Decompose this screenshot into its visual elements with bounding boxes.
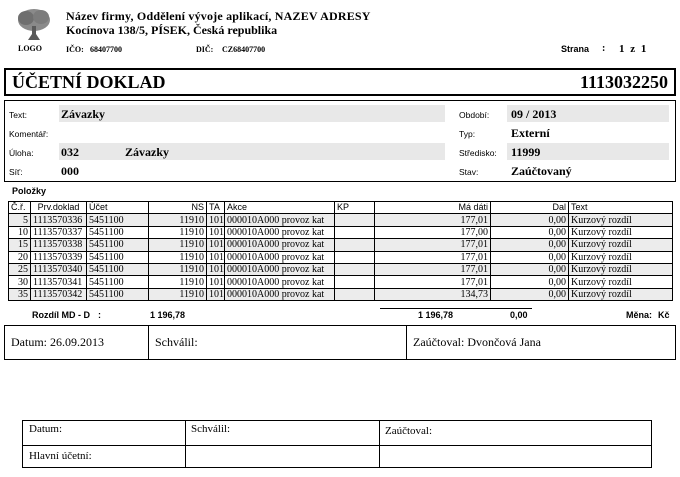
date-cell [5, 326, 149, 359]
ta: 101 [207, 276, 225, 288]
cost-center: 11910 [149, 276, 207, 288]
action: 000010A000 provoz kat [225, 288, 335, 300]
date-label: Datum: [11, 335, 47, 349]
company-name: Název firmy, Oddělení vývoje aplikací, NAZEV ADRESY [66, 9, 371, 23]
debit: 177,01 [375, 251, 491, 263]
task-name: Závazky [125, 145, 170, 159]
document-title-bar [4, 68, 676, 96]
row-text: Kurzový rozdíl [569, 226, 673, 238]
table-row [9, 214, 673, 226]
row-text: Kurzový rozdíl [569, 214, 673, 226]
account: 5451100 [87, 276, 149, 288]
primary-doc: 1113570341 [31, 276, 87, 288]
cost-center: 11910 [149, 214, 207, 226]
primary-doc: 1113570336 [31, 214, 87, 226]
debit: 177,01 [375, 239, 491, 251]
action: 000010A000 provoz kat [225, 251, 335, 263]
signature-footer [4, 325, 676, 360]
column-header: NS [149, 202, 207, 214]
cost-center: 11910 [149, 263, 207, 275]
approved-cell [149, 326, 407, 359]
kp [335, 276, 375, 288]
state-value: Zaúčtovaný [511, 164, 572, 178]
row-number: 30 [9, 276, 31, 288]
debit: 177,01 [375, 263, 491, 275]
text-value: Závazky [61, 107, 106, 121]
period-value: 09 / 2013 [511, 107, 557, 121]
logo-label: LOGO [18, 44, 43, 53]
row-text: Kurzový rozdíl [569, 251, 673, 263]
cost-center: 11910 [149, 288, 207, 300]
credit: 0,00 [491, 288, 569, 300]
dic-label: DIČ: [196, 45, 214, 54]
debit: 134,73 [375, 288, 491, 300]
credit: 0,00 [491, 239, 569, 251]
sum-credit: 0,00 [510, 310, 528, 320]
type-label: Typ: [459, 129, 476, 139]
kp [335, 226, 375, 238]
network-label: Síť: [9, 167, 23, 177]
table-row [9, 263, 673, 275]
primary-doc: 1113570342 [31, 288, 87, 300]
task-label: Úloha: [9, 148, 34, 158]
account: 5451100 [87, 263, 149, 275]
debit: 177,01 [375, 214, 491, 226]
column-header: TA [207, 202, 225, 214]
ico-label: IČO: [66, 45, 84, 54]
kp [335, 288, 375, 300]
credit: 0,00 [491, 263, 569, 275]
tree-logo-icon [14, 8, 54, 42]
primary-doc: 1113570339 [31, 251, 87, 263]
document-title: ÚČETNÍ DOKLAD [12, 72, 166, 92]
table-row [9, 226, 673, 238]
date-value: 26.09.2013 [50, 335, 104, 349]
document-info [4, 100, 676, 182]
account: 5451100 [87, 288, 149, 300]
sum-underline [380, 308, 532, 309]
kp [335, 251, 375, 263]
account: 5451100 [87, 226, 149, 238]
column-header: Text [569, 202, 673, 214]
ta: 101 [207, 239, 225, 251]
row-number: 10 [9, 226, 31, 238]
action: 000010A000 provoz kat [225, 214, 335, 226]
row-text: Kurzový rozdíl [569, 263, 673, 275]
primary-doc: 1113570337 [31, 226, 87, 238]
credit: 0,00 [491, 251, 569, 263]
cost-center: 11910 [149, 239, 207, 251]
column-header: Prv.doklad [31, 202, 87, 214]
table-header-row [9, 202, 673, 214]
footer2-chief-label: Hlavní účetní: [29, 450, 92, 462]
table-row [9, 239, 673, 251]
debit: 177,00 [375, 226, 491, 238]
sum-row [8, 310, 672, 322]
row-text: Kurzový rozdíl [569, 239, 673, 251]
primary-doc: 1113570338 [31, 239, 87, 251]
ta: 101 [207, 263, 225, 275]
company-address: Kocínova 138/5, PÍSEK, Česká republika [66, 23, 278, 37]
type-value: Externí [511, 126, 550, 140]
network-value: 000 [61, 164, 79, 178]
table-row [9, 276, 673, 288]
table-row [9, 251, 673, 263]
footer2-approved-label: Schválil: [191, 423, 231, 435]
kp [335, 239, 375, 251]
column-header: Má dáti [375, 202, 491, 214]
currency-label: Měna: [626, 310, 653, 320]
posted-label: Zaúčtoval: [413, 335, 465, 349]
row-text: Kurzový rozdíl [569, 276, 673, 288]
column-header: Č.ř. [9, 202, 31, 214]
task-code: 032 [61, 145, 79, 159]
footer2-posted-label: Zaúčtoval: [385, 425, 433, 437]
items-section-label: Položky [12, 186, 47, 196]
action: 000010A000 provoz kat [225, 276, 335, 288]
column-header: Dal [491, 202, 569, 214]
footer2-divider [23, 445, 651, 446]
row-number: 35 [9, 288, 31, 300]
debit: 177,01 [375, 276, 491, 288]
center-label: Středisko: [459, 148, 497, 158]
row-number: 15 [9, 239, 31, 251]
diff-value: 1 196,78 [150, 310, 186, 320]
row-text: Kurzový rozdíl [569, 288, 673, 300]
row-number: 5 [9, 214, 31, 226]
footer2-date-label: Datum: [29, 423, 62, 435]
diff-separator: : [98, 310, 101, 320]
account: 5451100 [87, 251, 149, 263]
credit: 0,00 [491, 214, 569, 226]
ta: 101 [207, 251, 225, 263]
approved-label: Schválil: [155, 335, 198, 349]
task-field-bg [59, 143, 445, 160]
row-number: 25 [9, 263, 31, 275]
text-label: Text: [9, 110, 27, 120]
column-header: Akce [225, 202, 335, 214]
ta: 101 [207, 226, 225, 238]
action: 000010A000 provoz kat [225, 226, 335, 238]
cost-center: 11910 [149, 251, 207, 263]
sum-debit: 1 196,78 [418, 310, 454, 320]
primary-doc: 1113570340 [31, 263, 87, 275]
credit: 0,00 [491, 226, 569, 238]
document-number: 1113032250 [579, 72, 668, 92]
action: 000010A000 provoz kat [225, 239, 335, 251]
account: 5451100 [87, 214, 149, 226]
action: 000010A000 provoz kat [225, 263, 335, 275]
kp [335, 263, 375, 275]
credit: 0,00 [491, 276, 569, 288]
column-header: KP [335, 202, 375, 214]
account: 5451100 [87, 239, 149, 251]
center-value: 11999 [511, 145, 541, 159]
text-field-bg [59, 105, 445, 122]
comment-label: Komentář: [9, 129, 49, 139]
currency-value: Kč [658, 310, 670, 320]
period-label: Období: [459, 110, 490, 120]
dic-value: CZ68407700 [222, 45, 266, 54]
cost-center: 11910 [149, 226, 207, 238]
ico-value: 68407700 [90, 45, 122, 54]
kp [335, 214, 375, 226]
posted-cell [407, 326, 675, 359]
ta: 101 [207, 288, 225, 300]
column-header: Účet [87, 202, 149, 214]
ta: 101 [207, 214, 225, 226]
row-number: 20 [9, 251, 31, 263]
approval-footer [22, 420, 652, 468]
diff-label: Rozdíl MD - D [32, 310, 90, 320]
state-label: Stav: [459, 167, 479, 177]
page-number: 1 z 1 [619, 43, 647, 55]
posted-value: Dvončová Jana [467, 335, 541, 349]
table-row [9, 288, 673, 300]
page-label: Strana [561, 44, 590, 54]
items-table [8, 201, 673, 301]
page-separator: : [602, 43, 606, 54]
